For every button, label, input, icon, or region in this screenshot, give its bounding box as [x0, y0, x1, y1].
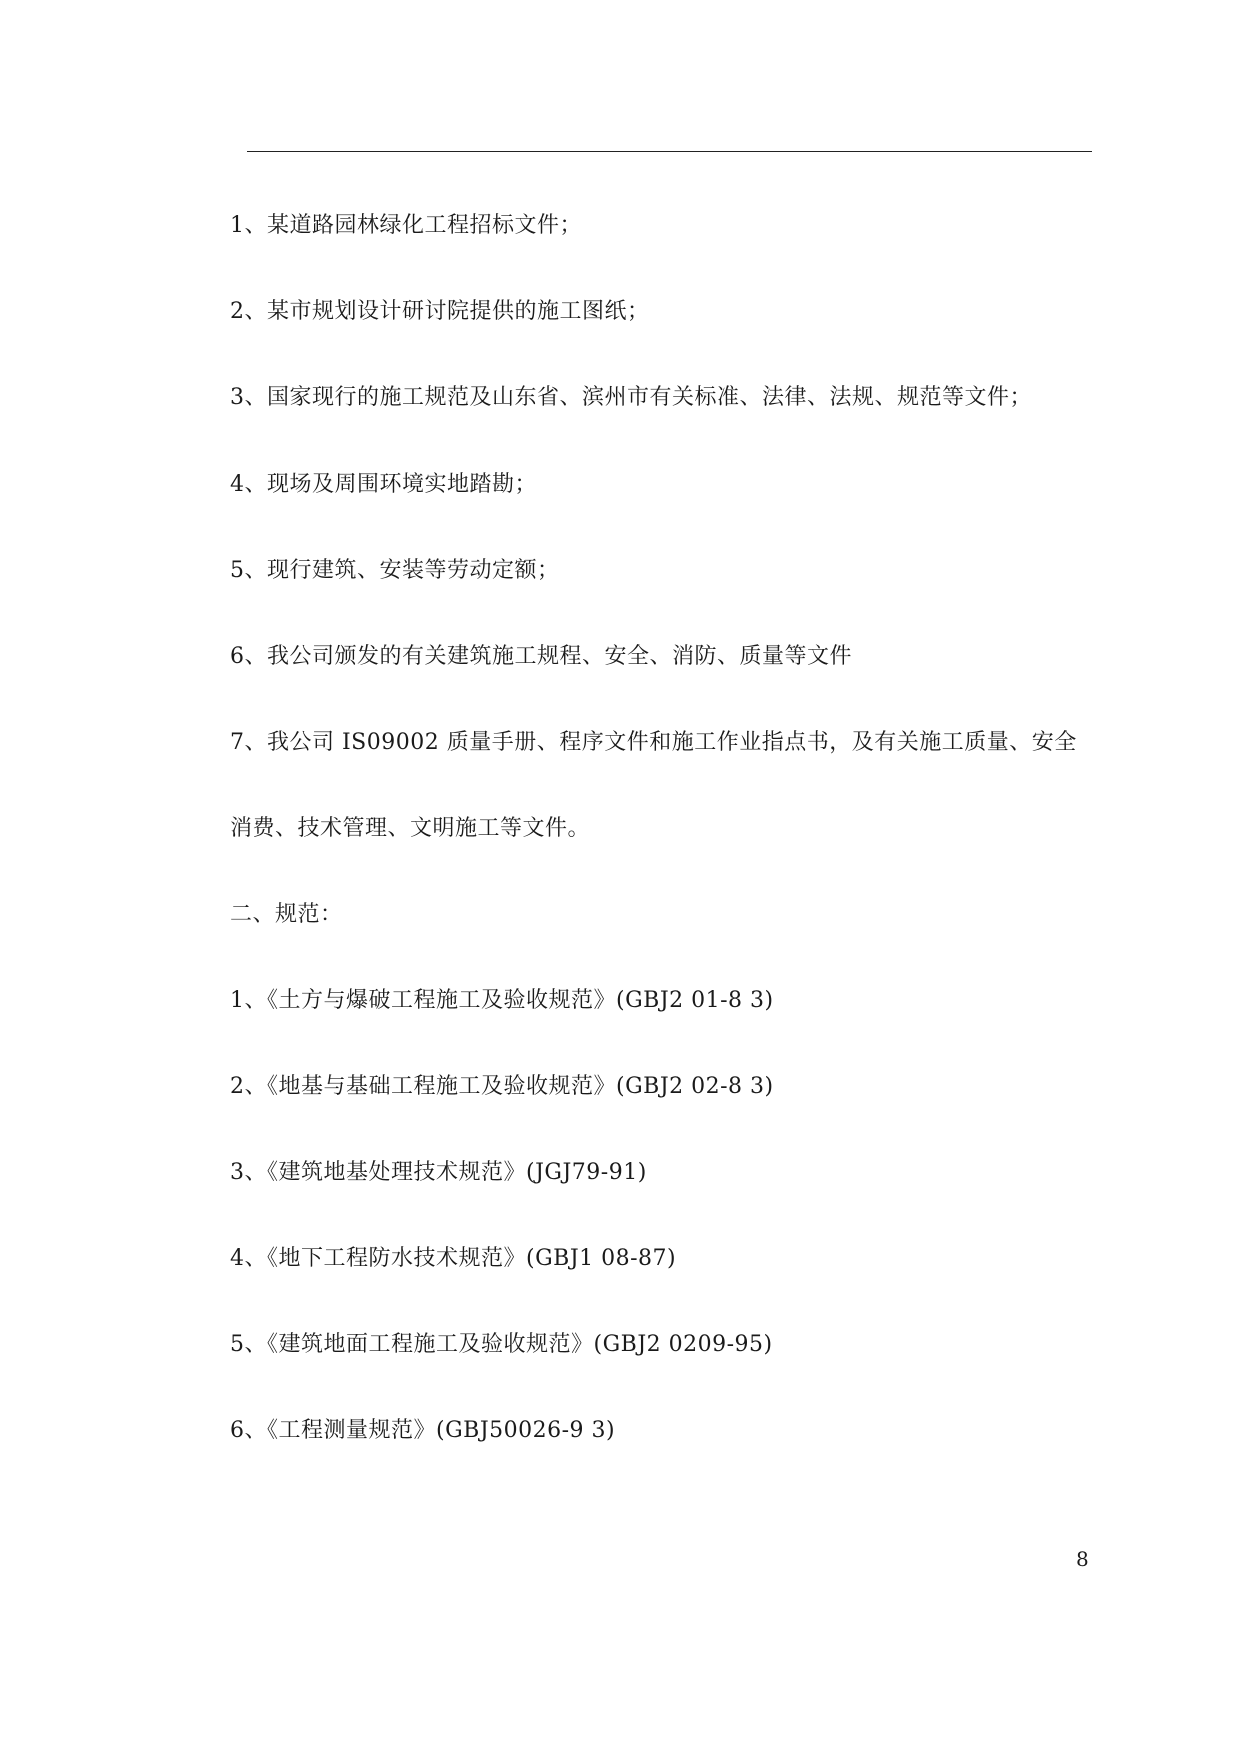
- basis-item-1: 1、某道路园林绿化工程招标文件；: [230, 213, 582, 238]
- basis-item-6: 6、我公司颁发的有关建筑施工规程、安全、消防、质量等文件: [230, 644, 852, 669]
- standard-item-2: 2、《地基与基础工程施工及验收规范》(GBJ2 02-8 3): [230, 1074, 774, 1099]
- standard-item-1: 1、《土方与爆破工程施工及验收规范》(GBJ2 01-8 3): [230, 988, 774, 1013]
- standard-item-6: 6、《工程测量规范》(GBJ50026-9 3): [230, 1418, 616, 1443]
- basis-item-7: 7、我公司 IS09002 质量手册、程序文件和施工作业指点书，及有关施工质量、安全: [230, 730, 1077, 755]
- basis-item-3: 3、国家现行的施工规范及山东省、滨州市有关标准、法律、法规、规范等文件；: [230, 385, 1032, 410]
- section-heading-standards: 二、规范：: [230, 902, 343, 927]
- standard-item-4: 4、《地下工程防水技术规范》(GBJ1 08-87): [230, 1246, 677, 1271]
- standard-item-5: 5、《建筑地面工程施工及验收规范》(GBJ2 0209-95): [230, 1332, 773, 1357]
- basis-item-7-continued: 消费、技术管理、文明施工等文件。: [230, 816, 591, 841]
- basis-item-2: 2、某市规划设计研讨院提供的施工图纸；: [230, 299, 650, 324]
- basis-item-4: 4、现场及周围环境实地踏勘；: [230, 472, 537, 497]
- header-rule: [247, 151, 1092, 152]
- standard-item-3: 3、《建筑地基处理技术规范》(JGJ79-91): [230, 1160, 647, 1185]
- page-number: 8: [1076, 1547, 1089, 1571]
- basis-item-5: 5、现行建筑、安装等劳动定额；: [230, 558, 560, 583]
